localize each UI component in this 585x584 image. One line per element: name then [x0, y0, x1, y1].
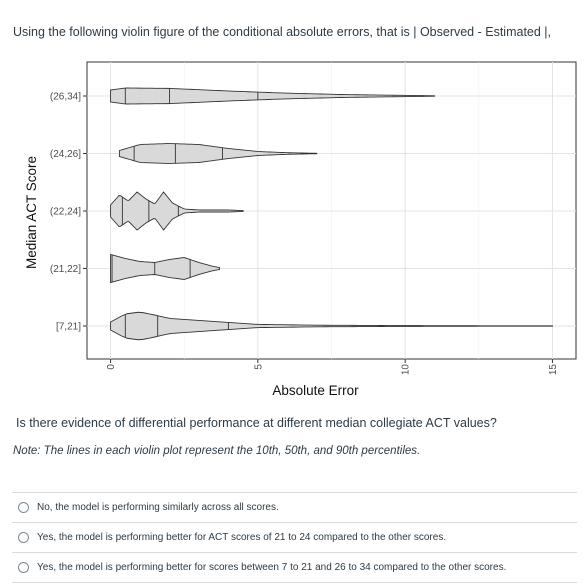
- question-note: Note: The lines in each violin plot represent the 10th, 50th, and 90th percentiles.: [13, 445, 421, 457]
- x-tick-label: 15: [547, 364, 559, 376]
- y-axis-title: Median ACT Score: [24, 155, 39, 270]
- answer-option-label: No, the model is performing similarly across all scores.: [37, 502, 279, 513]
- radio-button-icon[interactable]: [18, 562, 29, 573]
- question-prompt: Using the following violin figure of the conditional absolute errors, that is | Observed - Estimated |,: [13, 25, 552, 39]
- y-tick-label: (21,22]: [49, 264, 81, 275]
- radio-button-icon[interactable]: [18, 502, 29, 513]
- x-axis-title: Absolute Error: [272, 383, 359, 398]
- radio-button-icon[interactable]: [18, 532, 29, 543]
- y-tick-label: (26,34]: [49, 91, 81, 103]
- y-tick-label: (22,24]: [49, 206, 81, 218]
- violin-chart-svg: [0, 48, 585, 408]
- answer-option-label: Yes, the model is performing better for scores between 7 to 21 and 26 to 34 compared to the other scores.: [37, 562, 507, 573]
- y-tick-label: (24,26]: [49, 149, 81, 160]
- x-tick-label: 10: [400, 364, 412, 376]
- answer-option-3[interactable]: [12, 553, 577, 583]
- question-text: Is there evidence of differential performance at different median collegiate ACT values?: [16, 416, 497, 430]
- x-tick-label: 0: [106, 364, 118, 370]
- answer-option-label: Yes, the model is performing better for ACT scores of 21 to 24 compared to the other scores.: [37, 532, 447, 543]
- answer-options: [12, 492, 577, 583]
- violin-chart: [0, 48, 585, 408]
- x-tick-label: 5: [253, 364, 265, 370]
- answer-option-2[interactable]: [12, 523, 577, 553]
- y-tick-label: [7,21]: [55, 321, 81, 333]
- answer-option-1[interactable]: [12, 493, 577, 523]
